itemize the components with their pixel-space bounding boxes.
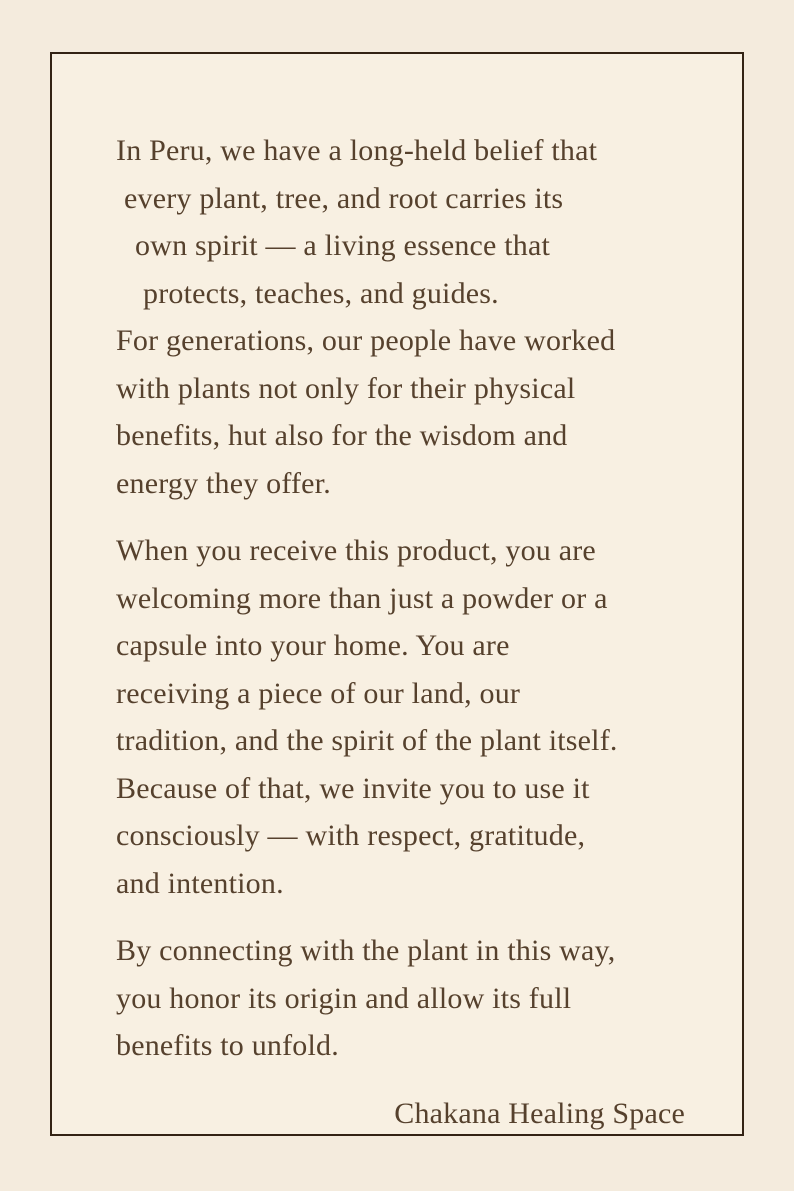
text-line: receiving a piece of our land, our [116,676,521,710]
text-line: you honor its origin and allow its full [116,981,572,1015]
text-line: benefits to unfold. [116,1029,339,1062]
signature: Chakana Healing Space [394,1096,685,1130]
text-line: Because of that, we invite you to use it [116,771,590,805]
card-frame [50,52,744,1136]
text-line: own spirit — a living essence that [135,229,551,262]
text-line: energy they offer. [116,466,331,500]
text-line: By connecting with the plant in this way, [116,934,616,967]
body-paragraph-1 [116,127,702,507]
body-paragraph-3 [116,927,702,1070]
text-line: For generations, our people have worked [116,324,616,357]
text-line: consciously — with respect, gratitude, [116,819,586,852]
text-line: every plant, tree, and root carries its [124,181,564,215]
text-line: When you receive this product, you are [116,534,596,567]
text-line: and intention. [116,866,284,900]
text-line: benefits, hut also for the wisdom and [116,419,568,452]
text-line: welcoming more than just a powder or a [116,581,608,615]
card-text-block [52,54,742,1137]
text-line: capsule into your home. You are [116,629,510,662]
body-paragraph-2 [116,527,702,907]
text-line: with plants not only for their physical [116,371,576,405]
text-line: In Peru, we have a long-held belief that [116,134,598,167]
text-line: protects, teaches, and guides. [143,276,499,310]
text-line: tradition, and the spirit of the plant itself. [116,724,618,757]
